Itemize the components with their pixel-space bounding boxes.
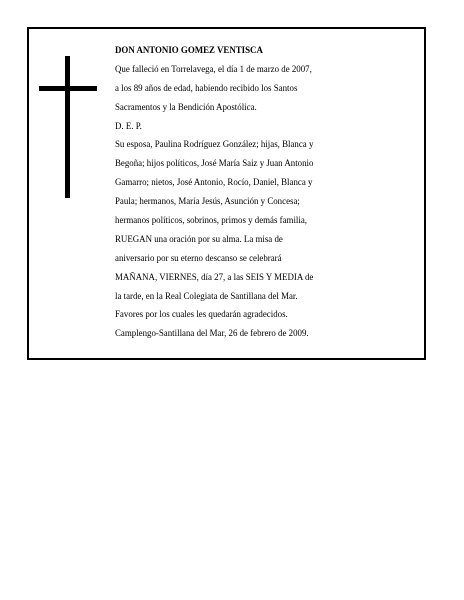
text-line: MAÑANA, VIERNES, día 27, a las SEIS Y MEDIA de: [115, 271, 314, 282]
text-line: Paula; hermanos, María Jesús, Asunción y Concesa;: [115, 196, 300, 207]
text-line: Camplengo-Santillana del Mar, 26 de febrero de 2009.: [115, 328, 309, 339]
text-line: la tarde, en la Real Colegiata de Santillana del Mar.: [115, 290, 298, 301]
text-line: hermanos políticos, sobrinos, primos y demás familia,: [115, 215, 308, 226]
text-line: Favores por los cuales les quedarán agradecidos.: [115, 309, 288, 320]
cross-vertical-bar: [65, 56, 70, 198]
deceased-name: DON ANTONIO GOMEZ VENTISCA: [115, 45, 263, 55]
notice-text: [115, 41, 427, 343]
text-line: aniversario por su eterno descanso se celebrará: [115, 252, 282, 263]
text-line: Sacramentos y la Bendición Apostólica.: [115, 101, 257, 112]
text-line: a los 89 años de edad, habiendo recibido los Santos: [115, 82, 298, 93]
text-line: Begoña; hijos políticos, José María Saiz y Juan Antonio: [115, 158, 314, 169]
cross-horizontal-bar: [39, 86, 97, 91]
text-line: Gamarro; nietos, José Antonio, Rocío, Daniel, Blanca y: [115, 177, 313, 188]
text-line: Su esposa, Paulina Rodríguez González; hijas, Blanca y: [115, 139, 314, 150]
text-line: Que falleció en Torrelavega, el día 1 de marzo de 2007,: [115, 63, 312, 74]
obituary-notice: [27, 27, 426, 360]
text-line: RUEGAN una oración por su alma. La misa de: [115, 233, 283, 244]
text-line: D. E. P.: [115, 120, 142, 131]
cross-icon: [39, 56, 97, 198]
